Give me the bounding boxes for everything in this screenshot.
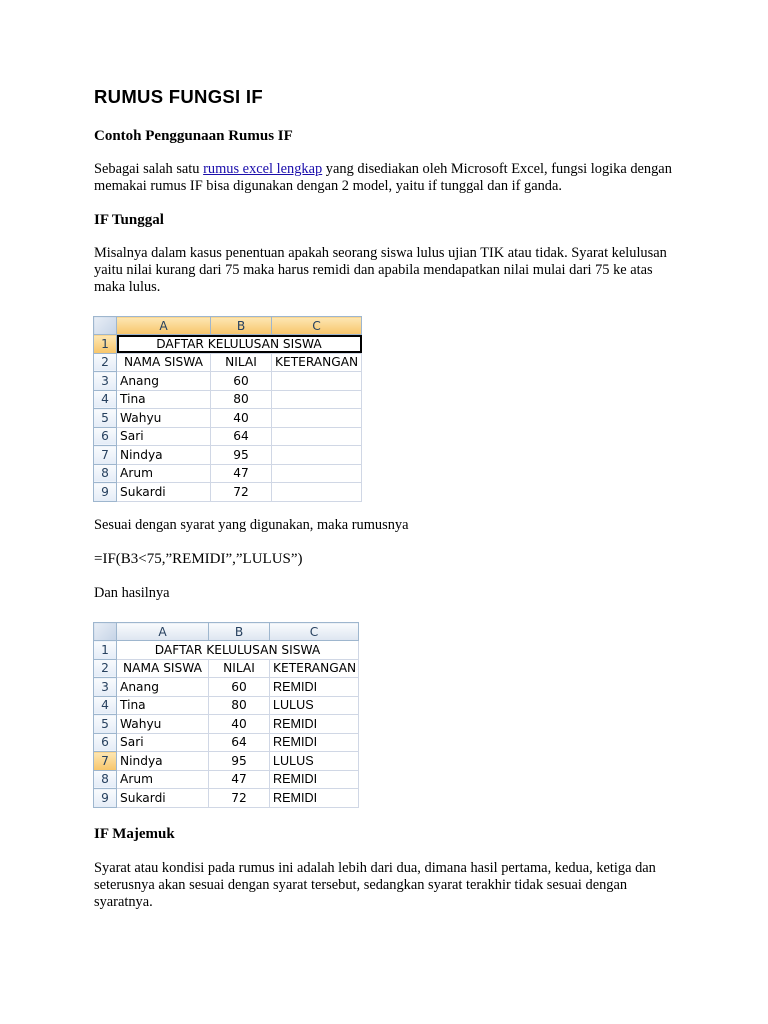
header-cell[interactable]: NILAI <box>211 353 272 372</box>
result-cell[interactable]: REMIDI <box>270 678 359 697</box>
rumus-intro-text: Sesuai dengan syarat yang digunakan, maka rumusnya <box>94 517 409 533</box>
name-cell[interactable]: Arum <box>117 770 209 789</box>
result-cell[interactable]: REMIDI <box>270 733 359 752</box>
result-cell[interactable] <box>272 427 362 446</box>
header-cell[interactable]: NILAI <box>209 659 270 678</box>
row-header[interactable]: 6 <box>94 733 117 752</box>
score-cell[interactable]: 60 <box>209 678 270 697</box>
name-cell[interactable]: Tina <box>117 390 211 409</box>
score-cell[interactable]: 60 <box>211 372 272 391</box>
score-cell[interactable]: 47 <box>211 464 272 483</box>
row-header[interactable]: 7 <box>94 752 117 771</box>
result-cell[interactable]: REMIDI <box>270 770 359 789</box>
intro-paragraph <box>94 161 684 195</box>
score-cell[interactable]: 40 <box>211 409 272 428</box>
page-title: RUMUS FUNGSI IF <box>94 86 263 107</box>
table-row <box>94 483 362 502</box>
result-cell[interactable]: REMIDI <box>270 715 359 734</box>
if-majemuk-text: Syarat atau kondisi pada rumus ini adalah lebih dari dua, dimana hasil pertama, kedua, ketiga dan seterusnya akan sesuai dengan syarat tersebut, sedangkan syarat terakhir tidak sesuai dengan syaratnya. <box>94 860 656 910</box>
name-cell[interactable]: Anang <box>117 678 209 697</box>
row-header[interactable]: 5 <box>94 409 117 428</box>
result-cell[interactable]: REMIDI <box>270 789 359 808</box>
hasil-text: Dan hasilnya <box>94 585 170 601</box>
section-heading-if-tunggal: IF Tunggal <box>94 212 164 228</box>
score-cell[interactable]: 80 <box>211 390 272 409</box>
merged-title-cell[interactable]: DAFTAR KELULUSAN SISWA <box>117 641 359 660</box>
table-row <box>94 678 359 697</box>
name-cell[interactable]: Wahyu <box>117 409 211 428</box>
section-heading-contoh: Contoh Penggunaan Rumus IF <box>94 128 293 144</box>
name-cell[interactable]: Sari <box>117 733 209 752</box>
result-cell[interactable] <box>272 409 362 428</box>
if-tunggal-paragraph <box>94 245 684 296</box>
column-header-a[interactable]: A <box>117 317 211 335</box>
name-cell[interactable]: Tina <box>117 696 209 715</box>
header-cell[interactable]: NAMA SISWA <box>117 353 211 372</box>
row-header[interactable]: 3 <box>94 372 117 391</box>
row-header[interactable]: 9 <box>94 789 117 808</box>
formula-text: =IF(B3<75,”REMIDI”,”LULUS”) <box>94 551 303 567</box>
table-row <box>94 353 362 372</box>
name-cell[interactable]: Anang <box>117 372 211 391</box>
name-cell[interactable]: Sukardi <box>117 483 211 502</box>
table-row <box>94 372 362 391</box>
table-row <box>94 696 359 715</box>
if-majemuk-paragraph <box>94 860 684 911</box>
rumus-excel-link[interactable]: rumus excel lengkap <box>203 161 323 177</box>
intro-text-after-link: yang disediakan oleh Microsoft Excel, fungsi logika dengan memakai rumus IF bisa digunakan dengan 2 model, yaitu if tunggal dan if ganda. <box>94 161 672 194</box>
score-cell[interactable]: 40 <box>209 715 270 734</box>
column-header-b[interactable]: B <box>211 317 272 335</box>
table-row <box>94 335 362 354</box>
name-cell[interactable]: Nindya <box>117 752 209 771</box>
result-cell[interactable] <box>272 464 362 483</box>
select-all-corner[interactable] <box>94 623 117 641</box>
intro-text-before-link: Sebagai salah satu <box>94 161 204 177</box>
section-heading-if-majemuk: IF Majemuk <box>94 826 175 842</box>
result-cell[interactable]: LULUS <box>270 752 359 771</box>
spreadsheet-after <box>93 622 359 808</box>
column-header-c[interactable]: C <box>272 317 362 335</box>
row-header[interactable]: 4 <box>94 390 117 409</box>
select-all-corner[interactable] <box>94 317 117 335</box>
name-cell[interactable]: Wahyu <box>117 715 209 734</box>
row-header[interactable]: 8 <box>94 770 117 789</box>
table-row <box>94 390 362 409</box>
name-cell[interactable]: Sari <box>117 427 211 446</box>
row-header[interactable]: 6 <box>94 427 117 446</box>
result-cell[interactable] <box>272 446 362 465</box>
table-row <box>94 715 359 734</box>
table-row <box>94 464 362 483</box>
header-cell[interactable]: KETERANGAN <box>272 353 362 372</box>
header-cell[interactable]: KETERANGAN <box>270 659 359 678</box>
if-tunggal-text: Misalnya dalam kasus penentuan apakah seorang siswa lulus ujian TIK atau tidak. Syarat kelulusan yaitu nilai kurang dari 75 maka harus remidi dan apabila mendapatkan nilai mulai dari 75 ke atas maka lulus. <box>94 245 667 295</box>
row-header[interactable]: 4 <box>94 696 117 715</box>
header-cell[interactable]: NAMA SISWA <box>117 659 209 678</box>
row-header[interactable]: 7 <box>94 446 117 465</box>
score-cell[interactable]: 72 <box>209 789 270 808</box>
table-row <box>94 752 359 771</box>
table-row <box>94 446 362 465</box>
column-header-row <box>94 623 359 641</box>
table-row <box>94 427 362 446</box>
result-cell[interactable]: LULUS <box>270 696 359 715</box>
row-header[interactable]: 3 <box>94 678 117 697</box>
table-row <box>94 659 359 678</box>
result-cell[interactable] <box>272 372 362 391</box>
score-cell[interactable]: 72 <box>211 483 272 502</box>
table-row <box>94 733 359 752</box>
name-cell[interactable]: Sukardi <box>117 789 209 808</box>
name-cell[interactable]: Nindya <box>117 446 211 465</box>
result-cell[interactable] <box>272 483 362 502</box>
column-header-a[interactable]: A <box>117 623 209 641</box>
column-header-row <box>94 317 362 335</box>
score-cell[interactable]: 47 <box>209 770 270 789</box>
spreadsheet-before <box>93 316 362 502</box>
score-cell[interactable]: 95 <box>211 446 272 465</box>
row-header[interactable]: 2 <box>94 353 117 372</box>
column-header-c[interactable]: C <box>270 623 359 641</box>
score-cell[interactable]: 64 <box>211 427 272 446</box>
column-header-b[interactable]: B <box>209 623 270 641</box>
score-cell[interactable]: 80 <box>209 696 270 715</box>
table-row <box>94 789 359 808</box>
score-cell[interactable]: 95 <box>209 752 270 771</box>
row-header[interactable]: 2 <box>94 659 117 678</box>
row-header[interactable]: 5 <box>94 715 117 734</box>
table-row <box>94 409 362 428</box>
row-header[interactable]: 9 <box>94 483 117 502</box>
score-cell[interactable]: 64 <box>209 733 270 752</box>
table-row <box>94 641 359 660</box>
name-cell[interactable]: Arum <box>117 464 211 483</box>
row-header[interactable]: 1 <box>94 335 117 354</box>
table-row <box>94 770 359 789</box>
merged-title-cell[interactable]: DAFTAR KELULUSAN SISWA <box>117 335 362 354</box>
row-header[interactable]: 1 <box>94 641 117 660</box>
row-header[interactable]: 8 <box>94 464 117 483</box>
result-cell[interactable] <box>272 390 362 409</box>
